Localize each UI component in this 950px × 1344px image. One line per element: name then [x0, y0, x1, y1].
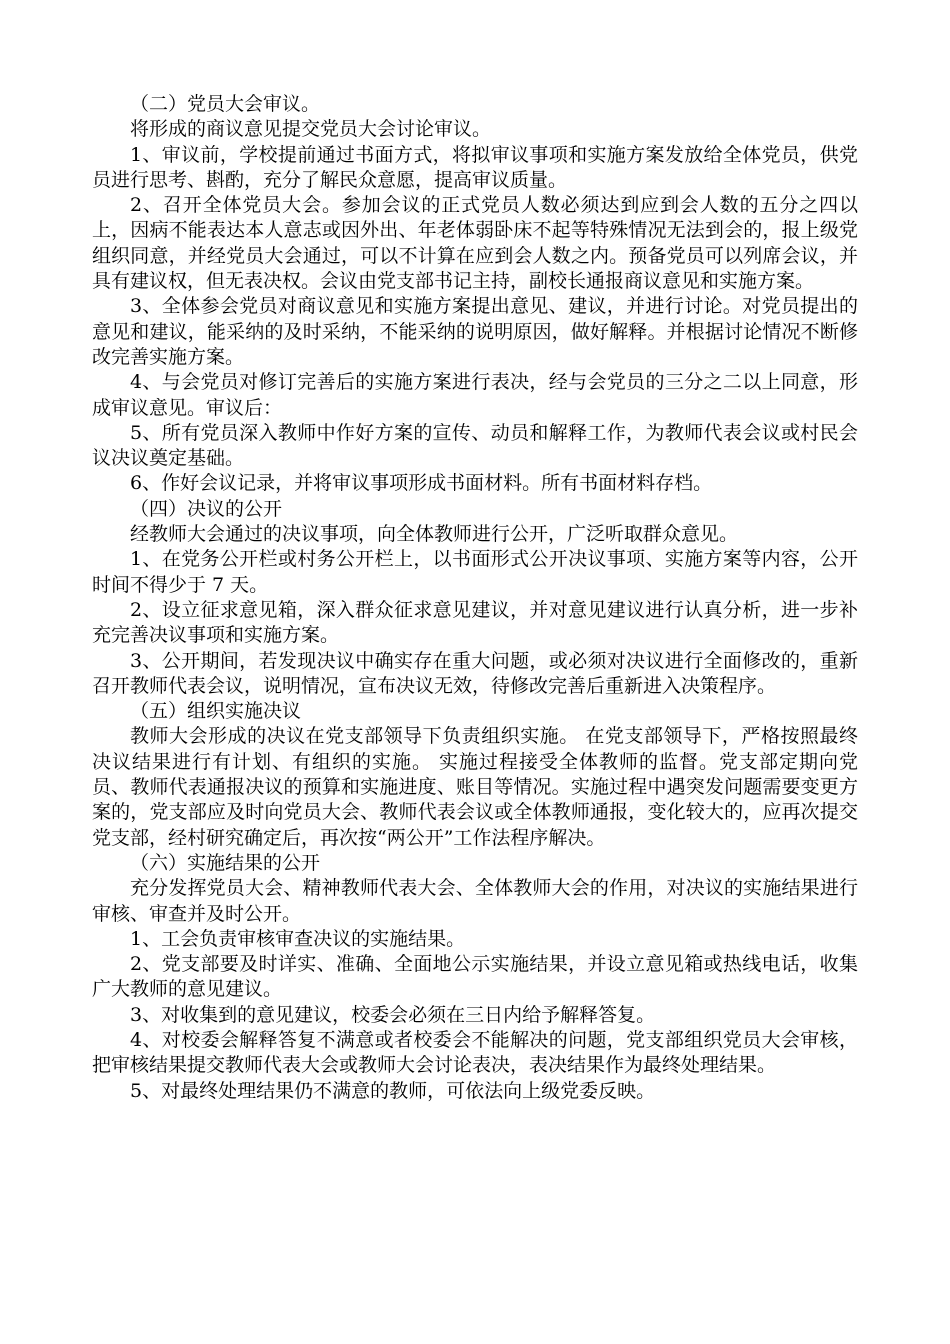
paragraph: 4、对校委会解释答复不满意或者校委会不能解决的问题，党支部组织党员大会审核，把审核结果提交教师代表大会或教师大会讨论表决，表决结果作为最终处理结果。: [92, 1028, 858, 1077]
paragraph: 1、在党务公开栏或村务公开栏上，以书面形式公开决议事项、实施方案等内容，公开时间不得少于 7 天。: [92, 548, 858, 596]
paragraph: 1、工会负责审核审查决议的实施结果。: [130, 927, 466, 950]
section-heading-publicity: （四）决议的公开: [130, 497, 283, 520]
paragraph: 教师大会形成的决议在党支部领导下负责组织实施。 在党支部领导下，严格按照最终决议结果进行有计划、有组织的实施。 实施过程接受全体教师的监督。党支部定期向党员、教师代表通报决议的预算和实施进度、账目等情况。实施过程中遇突发问题需要变更方案的，党支部应及时向党员大会、教师代表会议或全体教师通报，变化较大的，应再次提交党支部，经村研究确定后，再次按“两公开”工作法程序解决。: [92, 725, 858, 849]
paragraph: 1、审议前，学校提前通过书面方式，将拟审议事项和实施方案发放给全体党员，供党员进行思考、斟酌，充分了解民众意愿，提高审议质量。: [92, 143, 858, 191]
paragraph: 将形成的商议意见提交党员大会讨论审议。: [130, 118, 492, 141]
paragraph: 3、对收集到的意见建议，校委会必须在三日内给予解释答复。: [130, 1003, 656, 1026]
paragraph: 经教师大会通过的决议事项，向全体教师进行公开，广泛听取群众意见。: [130, 523, 739, 546]
paragraph: 5、对最终处理结果仍不满意的教师，可依法向上级党委反映。: [130, 1079, 656, 1102]
paragraph: 3、全体参会党员对商议意见和实施方案提出意见、建议，并进行讨论。对党员提出的意见和建议，能采纳的及时采纳，不能采纳的说明原因，做好解释。并根据讨论情况不断修改完善实施方案。: [92, 295, 858, 368]
section-heading-review: （二）党员大会审议。: [130, 93, 321, 115]
paragraph: 充分发挥党员大会、精神教师代表大会、全体教师大会的作用，对决议的实施结果进行审核、审查并及时公开。: [92, 877, 858, 925]
section-heading-implementation: （五）组织实施决议: [130, 700, 302, 723]
paragraph: 3、公开期间，若发现决议中确实存在重大问题，或必须对决议进行全面修改的，重新召开教师代表会议，说明情况，宣布决议无效，待修改完善后重新进入决策程序。: [92, 649, 858, 697]
document-page: [92, 92, 858, 1104]
section-heading-results: （六）实施结果的公开: [130, 851, 321, 874]
paragraph: 5、所有党员深入教师中作好方案的宣传、动员和解释工作，为教师代表会议或村民会议决议奠定基础。: [92, 421, 858, 470]
paragraph: 4、与会党员对修订完善后的实施方案进行表决，经与会党员的三分之二以上同意，形成审议意见。审议后：: [92, 371, 858, 419]
paragraph: 2、设立征求意见箱，深入群众征求意见建议，并对意见建议进行认真分析，进一步补充完善决议事项和实施方案。: [92, 598, 858, 647]
paragraph: 2、党支部要及时详实、准确、全面地公示实施结果，并设立意见箱或热线电话，收集广大教师的意见建议。: [92, 953, 858, 1001]
paragraph: 2、召开全体党员大会。参加会议的正式党员人数必须达到应到会人数的五分之四以上，因病不能表达本人意志或因外出、年老体弱卧床不起等特殊情况无法到会的，报上级党组织同意，并经党员大会通过，可以不计算在应到会人数之内。预备党员可以列席会议，并具有建议权，但无表决权。会议由党支部书记主持，副校长通报商议意见和实施方案。: [92, 194, 858, 293]
paragraph: 6、作好会议记录，并将审议事项形成书面材料。所有书面材料存档。: [130, 472, 713, 495]
